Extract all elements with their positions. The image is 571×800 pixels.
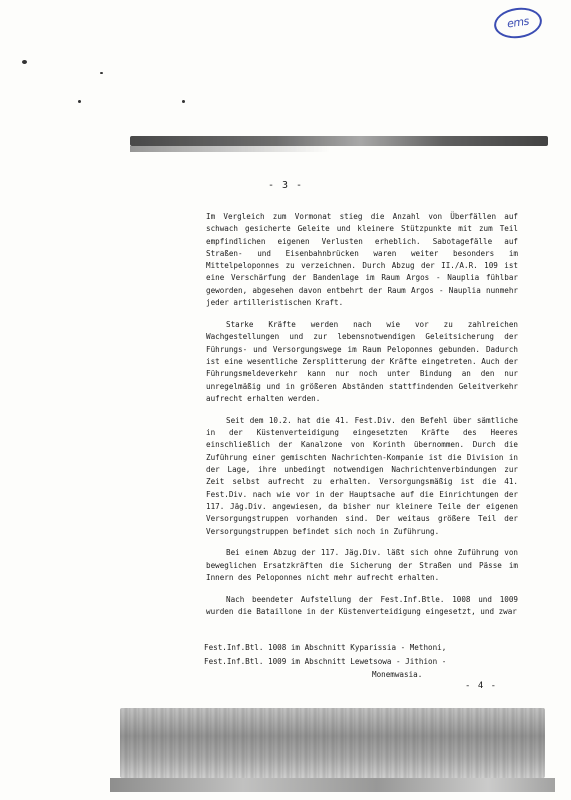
page-number: - 3 - xyxy=(267,180,304,191)
scan-speck xyxy=(100,72,103,74)
scan-speck xyxy=(182,100,185,103)
archive-stamp: ems xyxy=(492,5,544,41)
battalion-assignment: Monemwasia. xyxy=(372,670,423,679)
scan-speck xyxy=(22,60,27,64)
paragraph: Seit dem 10.2. hat die 41. Fest.Div. den Befehl über sämtliche in der Küstenverteidigung eingesetzten Kräfte des Heeres einschließlich der Kanalzone von Korinth übernommen. Durch die Zuführung einer gemischten Nachrichten-Kompanie ist die Division in der Lage, ihre unbedingt notwendigen Nachrichtenverbindungen zur Zeit selbst aufrecht zu erhalten. Versorgungsmäßig ist die 41. Fest.Div. nach wie vor in der Hauptsache auf die Einrichtungen der 117. Jäg.Div. angewiesen, da bisher nur kleinere Teile der eigenen Versorgungstruppen vorhanden sind. Der weitaus größere Teil der Versorgungstruppen befindet sich noch in Zuführung. xyxy=(206,415,518,536)
scan-edge-bottom xyxy=(110,778,555,792)
paragraph: Nach beendeter Aufstellung der Fest.Inf.Btle. 1008 und 1009 wurden die Bataillone in der Küstenverteidigung eingesetzt, und zwar xyxy=(206,595,518,617)
battalion-assignment: Fest.Inf.Btl. 1008 im Abschnitt Kyparissia - Methoni, xyxy=(204,643,447,652)
paragraph: Bei einem Abzug der 117. Jäg.Div. läßt sich ohne Zuführung von beweglichen Ersatzkräften die Sicherung der Straßen und Pässe im Innern des Peloponnes nicht mehr aufrecht erhalten. xyxy=(206,548,518,583)
scan-shadow-bottom xyxy=(120,708,545,778)
paragraph: Im Vergleich zum Vormonat stieg die Anzahl von Überfällen auf schwach gesicherte Geleite und kleinere Stützpunkte mit zum Teil empfindlichen eigenen Verlusten erheblich. Sabotagefälle auf Straßen- und Eisenbahnbrücken waren weiter besonders im Mittelpeloponnes zu verzeichnen. Durch Abzug der II./A.R. 109 ist eine Verschärfung der Bandenlage im Raum Argos - Nauplia fühlbar geworden, abgesehen davon entbehrt der Raum Argos - Nauplia nunmehr jeder artilleristischen Kraft. xyxy=(206,212,518,308)
battalion-assignment: Fest.Inf.Btl. 1009 im Abschnitt Lewetsowa - Jithion - xyxy=(204,657,447,666)
next-page-marker: - 4 - xyxy=(465,681,498,691)
scan-shadow-top xyxy=(130,136,548,146)
paragraph: Starke Kräfte werden nach wie vor zu zahlreichen Wachgestellungen und zur lebensnotwendigen Geleitsicherung der Führungs- und Versorgungswege im Raum Peloponnes gebunden. Dadurch ist eine wesentliche Zersplitterung der Kräfte eingetreten. Auch der Führungsmeldeverkehr kann nur noch unter Bindung an den nur unregelmäßig und in größeren Abständen stattfindenden Geleitverkehr aufrecht erhalten werden. xyxy=(206,320,518,403)
body-text xyxy=(206,211,518,628)
scan-speck xyxy=(78,100,81,103)
